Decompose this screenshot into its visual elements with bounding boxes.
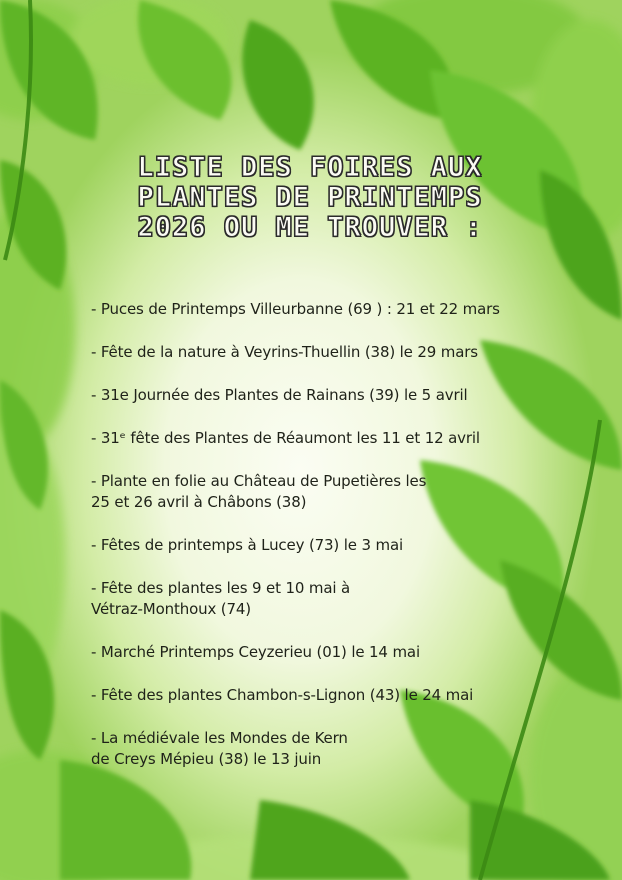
list-item: - 31ᵉ fête des Plantes de Réaumont les 11 et 12 avril [91, 429, 480, 447]
list-item: - Fête de la nature à Veyrins-Thuellin (38) le 29 mars [91, 343, 478, 361]
list-item: - Fête des plantes Chambon-s-Lignon (43) le 24 mai [91, 686, 474, 704]
list-item: - Marché Printemps Ceyzerieu (01) le 14 mai [91, 643, 420, 661]
list-item: - Fête des plantes les 9 et 10 mai à Vétraz-Monthoux (74) [91, 579, 351, 618]
list-item: - Puces de Printemps Villeurbanne (69 ) : 21 et 22 mars [91, 300, 500, 318]
list-item: - Plante en folie au Château de Pupetières les 25 et 26 avril à Châbons (38) [91, 472, 427, 511]
list-item: - 31e Journée des Plantes de Rainans (39) le 5 avril [91, 386, 468, 404]
event-list [91, 299, 601, 792]
page-title: LISTE DES FOIRES AUX PLANTES DE PRINTEMPS 2026 OU ME TROUVER : [137, 152, 483, 243]
list-item: - Fêtes de printemps à Lucey (73) le 3 mai [91, 536, 404, 554]
list-item: - La médiévale les Mondes de Kern de Creys Mépieu (38) le 13 juin [91, 729, 348, 768]
